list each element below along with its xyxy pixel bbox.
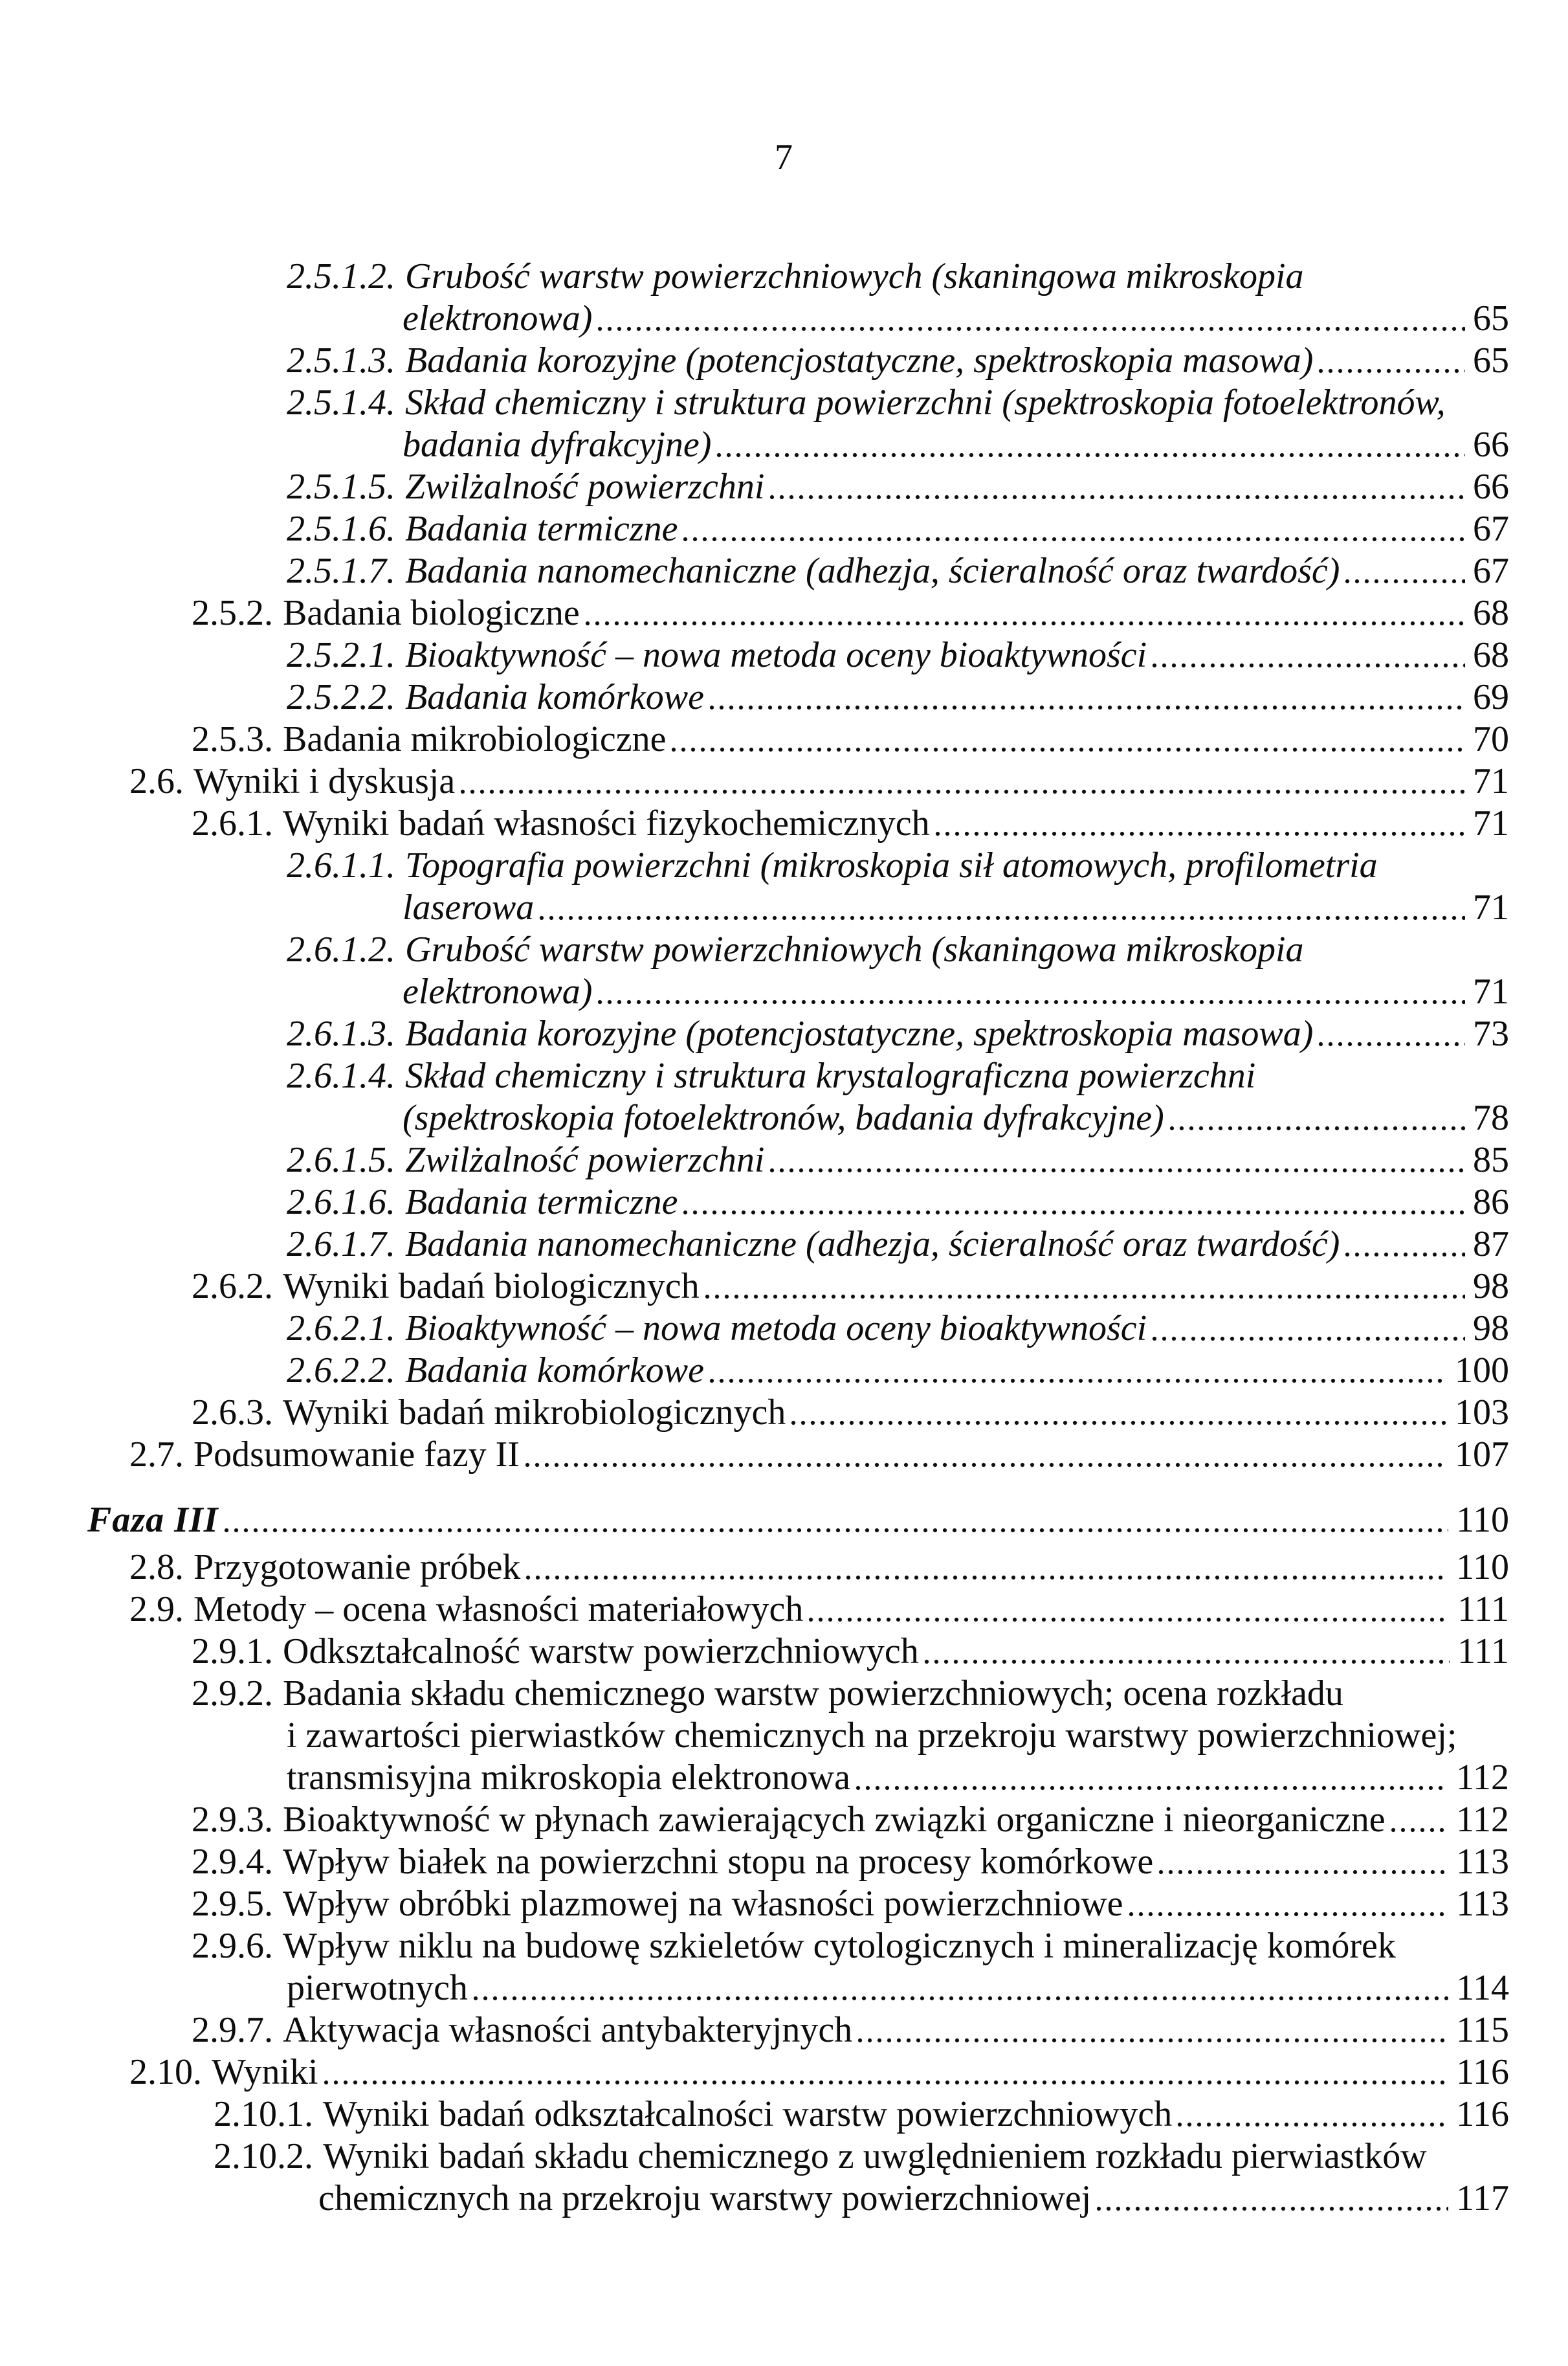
toc-entry (0, 1055, 1509, 1139)
toc-entry (0, 508, 1509, 550)
toc-entry-title: Zwilżalność powierzchni (405, 467, 765, 507)
toc-entry-page: 71 (1473, 972, 1509, 1012)
toc-line (0, 382, 1509, 424)
toc-entry-title: Wpływ niklu na budowę szkieletów cytologicznych i mineralizację komórek (283, 1926, 1396, 1966)
toc-line-continuation (0, 1967, 1509, 2009)
toc-entry-title: Wyniki badań biologicznych (283, 1266, 700, 1306)
toc-entry-page: 117 (1456, 2178, 1509, 2218)
toc-line (0, 1546, 1509, 1589)
toc-line (0, 340, 1509, 382)
toc-entry-page: 110 (1456, 1500, 1509, 1540)
toc-line (0, 929, 1509, 971)
toc-line (0, 1392, 1509, 1434)
toc-entry-page: 68 (1473, 593, 1509, 633)
toc-entry-page: 71 (1473, 803, 1509, 843)
toc-entry-page: 113 (1456, 1884, 1509, 1924)
toc-entry-number: 2.10.1. (214, 2094, 313, 2134)
toc-line (0, 2093, 1509, 2136)
toc-entry (0, 1013, 1509, 1055)
toc-entry (0, 1841, 1509, 1883)
toc-entry-title: Grubość warstw powierzchniowych (skaningowa mikroskopia (405, 256, 1304, 296)
toc-entry-number: 2.5.2. (192, 593, 273, 633)
toc-entry-title: elektronowa) (403, 298, 593, 339)
toc-entry-page: 100 (1455, 1350, 1509, 1390)
toc-entry-title: Badania termiczne (405, 509, 678, 549)
toc-entry-title: Podsumowanie fazy II (193, 1434, 520, 1475)
toc-entry-title: Wpływ obróbki plazmowej na własności powierzchniowe (283, 1884, 1123, 1924)
toc-entry-page: 110 (1456, 1547, 1509, 1587)
toc-entry-title: Wyniki (212, 2052, 318, 2092)
toc-line (0, 1308, 1509, 1350)
toc-entry (0, 2051, 1509, 2093)
toc-entry-number: 2.5.1.5. (287, 467, 395, 507)
toc-line (0, 845, 1509, 887)
toc-entry (0, 2009, 1509, 2051)
toc-entry-number: 2.10.2. (214, 2136, 313, 2176)
toc-entry-page: 116 (1456, 2094, 1509, 2134)
toc-entry-page: 114 (1456, 1968, 1509, 2008)
toc-entry-title: Badania składu chemicznego warstw powierzchniowych; ocena rozkładu (283, 1673, 1343, 1713)
toc-entry-title: Badania termiczne (405, 1182, 678, 1222)
toc-entry (0, 1350, 1509, 1392)
toc-entry-title: elektronowa) (403, 972, 593, 1012)
toc-entry-number: 2.6.1.7. (287, 1224, 395, 1264)
toc-entry (0, 550, 1509, 592)
toc-entry-page: 65 (1473, 298, 1509, 339)
toc-entry-title: Badania komórkowe (405, 677, 704, 717)
toc-entry-number: 2.9.4. (192, 1842, 273, 1882)
toc-entry-number: 2.6.1.5. (287, 1140, 395, 1180)
toc-line (0, 1589, 1509, 1631)
toc-line (0, 1139, 1509, 1181)
toc-entry-page: 112 (1456, 1758, 1509, 1798)
toc-entry-number: 2.5.1.6. (287, 509, 395, 549)
toc-line (0, 2136, 1509, 2178)
toc-entry-number: 2.5.2.2. (287, 677, 395, 717)
toc-line (0, 719, 1509, 761)
toc-line (0, 1181, 1509, 1223)
toc-line (0, 2051, 1509, 2093)
toc-line (0, 1013, 1509, 1055)
toc-line (0, 2009, 1509, 2051)
toc-line-continuation (0, 887, 1509, 929)
toc-entry-title: Badania biologiczne (283, 593, 580, 633)
table-of-contents (0, 256, 1568, 2220)
toc-entry-title: Topografia powierzchni (mikroskopia sił atomowych, profilometria (405, 845, 1378, 886)
toc-entry-page: 66 (1473, 467, 1509, 507)
toc-entry-number: 2.6.1.3. (287, 1014, 395, 1054)
toc-line (0, 1266, 1509, 1308)
toc-entry-page: 112 (1456, 1800, 1509, 1840)
toc-entry-number: 2.5.1.7. (287, 551, 395, 591)
toc-entry-title: Odkształcalność warstw powierzchniowych (283, 1631, 919, 1671)
toc-entry-page: 70 (1473, 719, 1509, 759)
toc-entry-title: laserowa (403, 887, 535, 928)
toc-entry (0, 2093, 1509, 2136)
toc-line-continuation (0, 2178, 1509, 2220)
toc-line (0, 592, 1509, 634)
toc-entry-title: Badania korozyjne (potencjostatyczne, spektroskopia masowa) (405, 340, 1314, 381)
toc-line (0, 1799, 1509, 1841)
toc-entry (0, 592, 1509, 634)
toc-entry-number: 2.10. (129, 2052, 202, 2092)
toc-entry (0, 803, 1509, 845)
toc-line (0, 550, 1509, 592)
toc-entry-number: 2.6.1.2. (287, 930, 395, 970)
toc-entry-page: 78 (1473, 1098, 1509, 1138)
toc-entry-page: 68 (1473, 635, 1509, 675)
toc-entry-title: pierwotnych (287, 1968, 468, 2008)
toc-entry-title: Metody – ocena własności materiałowych (193, 1589, 804, 1629)
toc-entry (0, 1589, 1509, 1631)
toc-entry-title: badania dyfrakcyjne) (403, 425, 712, 465)
toc-entry-page: 107 (1455, 1434, 1509, 1475)
toc-entry-title: Badania nanomechaniczne (adhezja, ścieralność oraz twardość) (405, 551, 1340, 591)
toc-line (0, 1631, 1509, 1673)
toc-entry (0, 1392, 1509, 1434)
toc-entry-page: 98 (1473, 1308, 1509, 1348)
toc-entry-number: 2.5.1.2. (287, 256, 395, 296)
toc-entry-number: 2.5.1.4. (287, 383, 395, 423)
toc-entry-title: Badania korozyjne (potencjostatyczne, spektroskopia masowa) (405, 1014, 1314, 1054)
toc-entry-title: Wyniki i dyskusja (193, 761, 456, 801)
toc-entry (0, 1223, 1509, 1266)
toc-entry-number: 2.6.1. (192, 803, 273, 843)
toc-entry-page: 86 (1473, 1182, 1509, 1222)
toc-entry-title: Bioaktywność w płynach zawierających związki organiczne i nieorganiczne (283, 1800, 1386, 1840)
toc-entry-title: Skład chemiczny i struktura powierzchni (spektroskopia fotoelektronów, (405, 383, 1446, 423)
toc-entry-title: Wyniki badań składu chemicznego z uwględnieniem rozkładu pierwiastków (323, 2136, 1427, 2176)
toc-entry-title: Aktywacja własności antybakteryjnych (283, 2010, 853, 2050)
toc-entry-page: 85 (1473, 1140, 1509, 1180)
toc-line-continuation (0, 971, 1509, 1013)
toc-line (0, 761, 1509, 803)
toc-line-continuation (0, 1097, 1509, 1139)
toc-entry-number: 2.6.2.2. (287, 1350, 395, 1390)
toc-entry (0, 256, 1509, 340)
toc-line (0, 803, 1509, 845)
toc-entry (0, 2136, 1509, 2220)
toc-entry (0, 1673, 1509, 1799)
toc-entry-title: Bioaktywność – nowa metoda oceny bioaktywności (405, 635, 1147, 675)
toc-entry-title: Skład chemiczny i struktura krystalograficzna powierzchni (405, 1056, 1256, 1096)
toc-entry-page: 103 (1455, 1392, 1509, 1433)
toc-entry (0, 1434, 1509, 1476)
toc-entry (0, 634, 1509, 676)
toc-line (0, 256, 1509, 298)
toc-line-continuation (0, 424, 1509, 466)
toc-entry-number: 2.9.1. (192, 1631, 273, 1671)
toc-entry-number: 2.9.3. (192, 1800, 273, 1840)
toc-entry-title: Wpływ białek na powierzchni stopu na procesy komórkowe (283, 1842, 1154, 1882)
toc-entry-title: (spektroskopia fotoelektronów, badania dyfrakcyjne) (403, 1098, 1164, 1138)
toc-entry-page: 116 (1456, 2052, 1509, 2092)
toc-entry-number: 2.5.3. (192, 719, 273, 759)
toc-entry-number: 2.5.1.3. (287, 340, 395, 381)
toc-entry (0, 929, 1509, 1013)
toc-entry-title: Badania komórkowe (405, 1350, 704, 1390)
toc-entry (0, 1266, 1509, 1308)
toc-entry (0, 340, 1509, 382)
toc-entry-title: Przygotowanie próbek (193, 1547, 521, 1587)
toc-entry-page: 111 (1457, 1589, 1509, 1629)
toc-line (0, 676, 1509, 719)
toc-line (0, 1841, 1509, 1883)
toc-entry-number: 2.8. (129, 1547, 184, 1587)
toc-entry-number: 2.6.2. (192, 1266, 273, 1306)
toc-entry-number: 2.9.7. (192, 2010, 273, 2050)
toc-entry (0, 1546, 1509, 1589)
toc-entry-title: Bioaktywność – nowa metoda oceny bioaktywności (405, 1308, 1147, 1348)
toc-entry-title: Faza III (87, 1500, 219, 1540)
toc-line (0, 1925, 1509, 1967)
toc-line-continuation (0, 298, 1509, 340)
toc-entry-number: 2.9.2. (192, 1673, 273, 1713)
toc-entry (0, 1308, 1509, 1350)
toc-entry (0, 466, 1509, 508)
toc-entry (0, 1925, 1509, 2009)
toc-entry-number: 2.5.2.1. (287, 635, 395, 675)
toc-entry-page: 69 (1473, 677, 1509, 717)
toc-entry-number: 2.7. (129, 1434, 184, 1475)
page-folio: 7 (775, 137, 793, 177)
toc-entry-page: 71 (1473, 761, 1509, 801)
toc-line (0, 466, 1509, 508)
toc-entry-title: Badania mikrobiologiczne (283, 719, 667, 759)
toc-entry-title: chemicznych na przekroju warstwy powierzchniowej (318, 2178, 1092, 2218)
toc-entry-title: Wyniki badań własności fizykochemicznych (283, 803, 930, 843)
toc-line-continuation (0, 1715, 1509, 1757)
toc-entry (0, 676, 1509, 719)
toc-entry-page: 111 (1457, 1631, 1509, 1671)
toc-entry-page: 115 (1456, 2010, 1509, 2050)
toc-entry-title: i zawartości pierwiastków chemicznych na przekroju warstwy powierzchniowej; (287, 1715, 1457, 1756)
toc-entry (0, 1499, 1509, 1541)
toc-entry-number: 2.6.1.1. (287, 845, 395, 886)
toc-entry (0, 761, 1509, 803)
toc-entry-page: 66 (1473, 425, 1509, 465)
toc-line-continuation (0, 1757, 1509, 1799)
toc-entry-number: 2.9.6. (192, 1926, 273, 1966)
toc-entry (0, 1181, 1509, 1223)
toc-entry (0, 719, 1509, 761)
toc-entry-page: 113 (1456, 1842, 1509, 1882)
toc-entry-page: 67 (1473, 551, 1509, 591)
toc-entry-page: 87 (1473, 1224, 1509, 1264)
toc-entry-page: 65 (1473, 340, 1509, 381)
toc-entry-title: transmisyjna mikroskopia elektronowa (287, 1758, 850, 1798)
toc-entry (0, 1139, 1509, 1181)
toc-entry (0, 1631, 1509, 1673)
toc-entry-number: 2.6.3. (192, 1392, 273, 1433)
toc-entry-title: Wyniki badań odkształcalności warstw powierzchniowych (323, 2094, 1173, 2134)
toc-line (0, 1883, 1509, 1925)
toc-entry-number: 2.6.1.6. (287, 1182, 395, 1222)
toc-entry-title: Badania nanomechaniczne (adhezja, ścieralność oraz twardość) (405, 1224, 1340, 1264)
toc-entry-page: 67 (1473, 509, 1509, 549)
toc-entry (0, 1799, 1509, 1841)
toc-line (0, 1350, 1509, 1392)
toc-entry-page: 71 (1473, 887, 1509, 928)
toc-line (0, 1499, 1509, 1541)
toc-entry-number: 2.6.1.4. (287, 1056, 395, 1096)
toc-line (0, 634, 1509, 676)
toc-entry-title: Zwilżalność powierzchni (405, 1140, 765, 1180)
toc-entry-number: 2.6.2.1. (287, 1308, 395, 1348)
toc-entry (0, 845, 1509, 929)
toc-entry-number: 2.9. (129, 1589, 184, 1629)
toc-entry (0, 382, 1509, 466)
toc-entry-title: Grubość warstw powierzchniowych (skaningowa mikroskopia (405, 930, 1304, 970)
toc-line (0, 1434, 1509, 1476)
toc-entry (0, 1883, 1509, 1925)
toc-line (0, 1223, 1509, 1266)
toc-entry-page: 73 (1473, 1014, 1509, 1054)
toc-entry-number: 2.9.5. (192, 1884, 273, 1924)
toc-entry-page: 98 (1473, 1266, 1509, 1306)
toc-line (0, 1673, 1509, 1715)
toc-line (0, 508, 1509, 550)
toc-entry-title: Wyniki badań mikrobiologicznych (283, 1392, 786, 1433)
toc-line (0, 1055, 1509, 1097)
toc-entry-number: 2.6. (129, 761, 184, 801)
